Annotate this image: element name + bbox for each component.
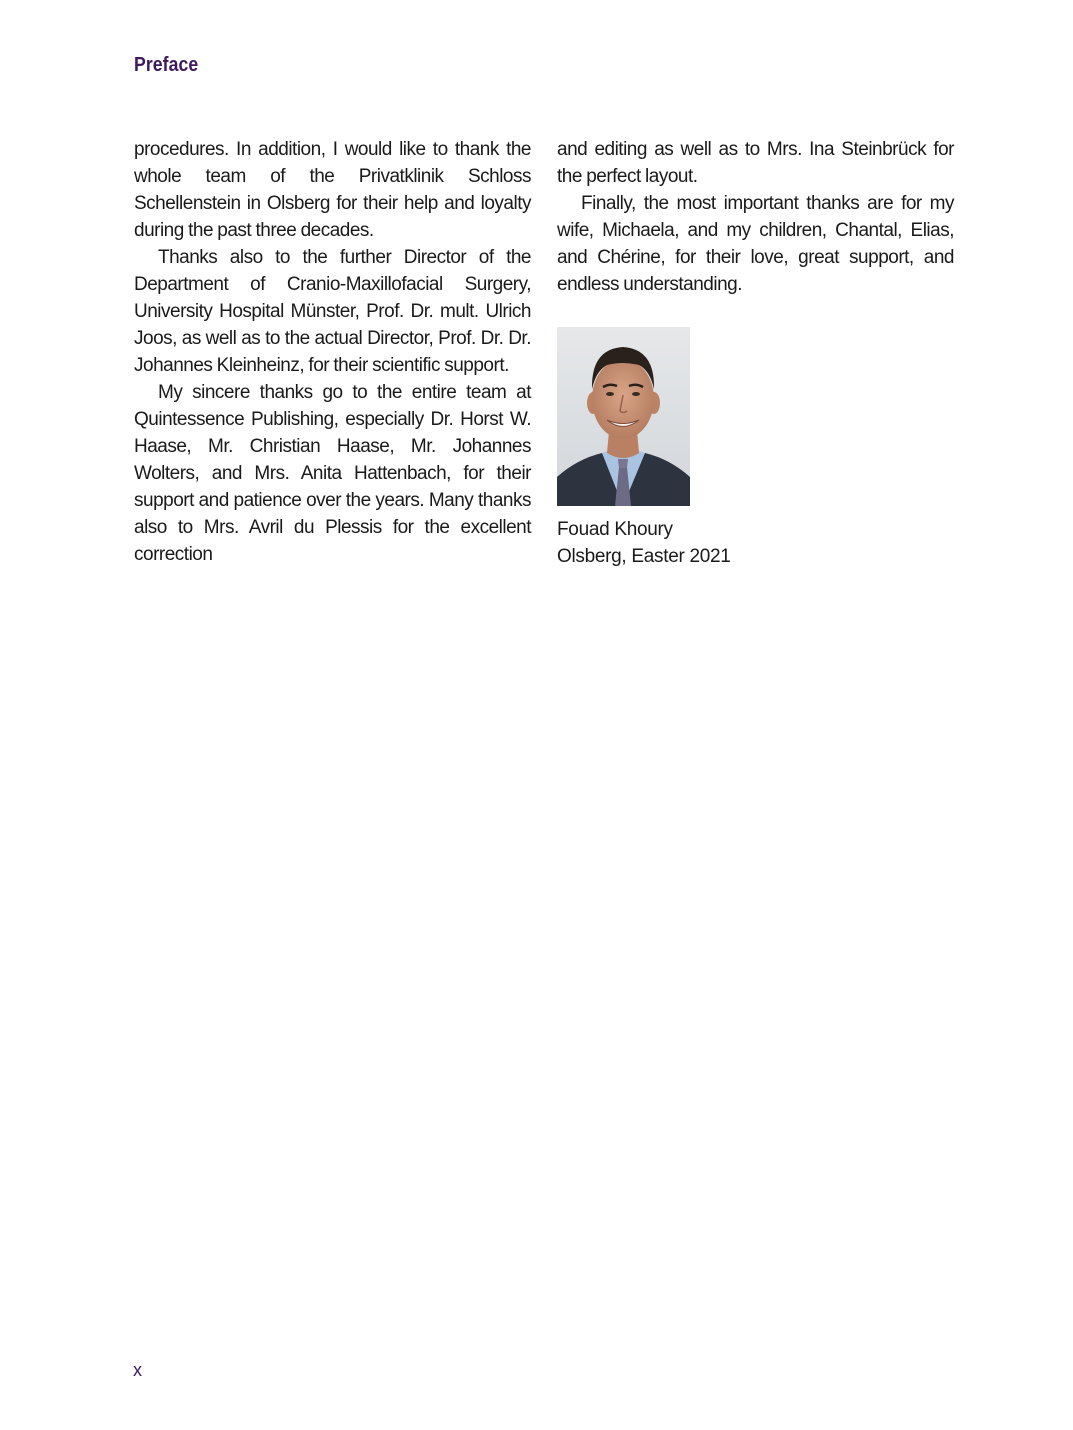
page-number: x bbox=[133, 1360, 142, 1380]
author-signature bbox=[557, 516, 954, 570]
author-portrait-photo bbox=[557, 327, 690, 506]
paragraph-publisher-thanks: My sincere thanks go to the entire team at Quintessence Publishing, especially Dr. Horst W. Haase, Mr. Christian Haase, Mr. Johannes Wolters, and Mrs. Anita Hattenbach, for their support and patience over the years. Many thanks also to Mrs. Avril du Plessis for the excellent correction bbox=[134, 382, 531, 565]
paragraph-continued: procedures. In addition, I would like to thank the whole team of the Privatklinik Schloss Schellenstein in Olsberg for their help and loyalty during the past three decades. bbox=[134, 139, 531, 241]
paragraph-family-thanks: Finally, the most important thanks are for my wife, Michaela, and my children, Chantal, Elias, and Chérine, for their love, great support, and endless understanding. bbox=[557, 193, 954, 295]
right-text-column bbox=[557, 136, 954, 570]
paragraph-director-thanks: Thanks also to the further Director of the Department of Cranio-Maxillofacial Surgery, University Hospital Münster, Prof. Dr. mult. Ulrich Joos, as well as to the actual Director, Prof. Dr. Dr. Johannes Kleinheinz, for their scientific support. bbox=[134, 247, 531, 376]
signature-place-date: Olsberg, Easter 2021 bbox=[557, 546, 731, 567]
left-text-column bbox=[134, 136, 531, 568]
running-head: Preface bbox=[134, 54, 199, 76]
paragraph-editing-thanks: and editing as well as to Mrs. Ina Steinbrück for the perfect layout. bbox=[557, 139, 954, 187]
author-name: Fouad Khoury bbox=[557, 519, 673, 540]
